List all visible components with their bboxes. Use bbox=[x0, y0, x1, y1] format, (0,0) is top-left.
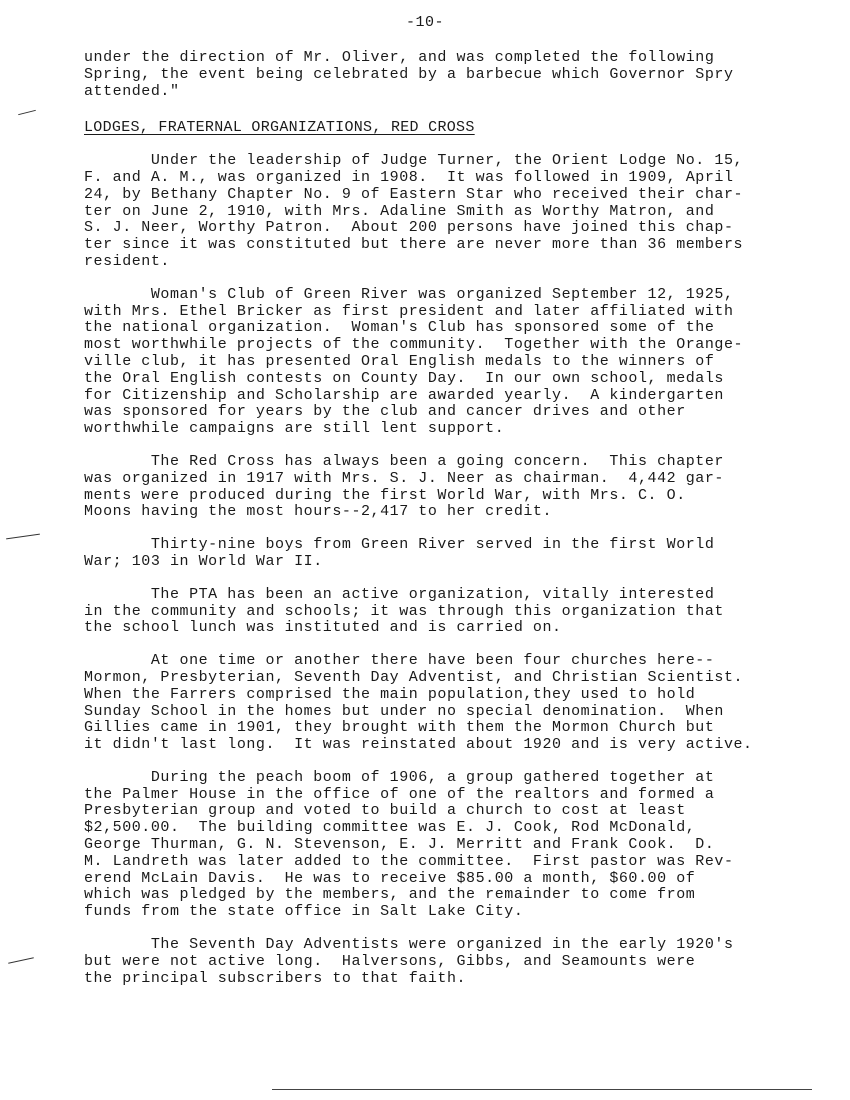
text-line: Moons having the most hours--2,417 to her credit. bbox=[84, 503, 553, 521]
margin-mark bbox=[8, 957, 34, 963]
text-line: George Thurman, G. N. Stevenson, E. J. Merritt and Frank Cook. D. bbox=[84, 836, 715, 854]
text-line: the school lunch was instituted and is carried on. bbox=[84, 619, 562, 637]
text-line: Mormon, Presbyterian, Seventh Day Adventist, and Christian Scientist. bbox=[84, 668, 744, 686]
text-line: worthwhile campaigns are still lent support. bbox=[84, 420, 505, 438]
paragraph bbox=[84, 287, 804, 438]
paragraph bbox=[84, 454, 804, 521]
text-line: with Mrs. Ethel Bricker as first president and later affiliated with bbox=[84, 302, 734, 320]
text-line: The Seventh Day Adventists were organized in the early 1920's bbox=[84, 936, 734, 954]
text-line: was sponsored for years by the club and cancer drives and other bbox=[84, 403, 686, 421]
text-line: ter since it was constituted but there are never more than 36 members bbox=[84, 236, 744, 254]
text-line: in the community and schools; it was through this organization that bbox=[84, 602, 724, 620]
text-line: attended." bbox=[84, 82, 180, 100]
text-line: When the Farrers comprised the main population,they used to hold bbox=[84, 685, 696, 703]
text-line: War; 103 in World War II. bbox=[84, 552, 323, 570]
text-line: The PTA has been an active organization, vitally interested bbox=[84, 585, 715, 603]
text-line: for Citizenship and Scholarship are awarded yearly. A kindergarten bbox=[84, 386, 724, 404]
text-line: Sunday School in the homes but under no special denomination. When bbox=[84, 702, 724, 720]
text-line: F. and A. M., was organized in 1908. It was followed in 1909, April bbox=[84, 168, 734, 186]
section-heading: LODGES, FRATERNAL ORGANIZATIONS, RED CROSS bbox=[84, 119, 475, 137]
document-body bbox=[84, 50, 804, 987]
text-line: M. Landreth was later added to the committee. First pastor was Rev- bbox=[84, 852, 734, 870]
text-line: the national organization. Woman's Club has sponsored some of the bbox=[84, 319, 715, 337]
text-line: Spring, the event being celebrated by a barbecue which Governor Spry bbox=[84, 65, 734, 83]
paragraph bbox=[84, 587, 804, 637]
text-line: Presbyterian group and voted to build a church to cost at least bbox=[84, 802, 686, 820]
text-line: was organized in 1917 with Mrs. S. J. Neer as chairman. 4,442 gar- bbox=[84, 469, 724, 487]
text-line: S. J. Neer, Worthy Patron. About 200 persons have joined this chap- bbox=[84, 219, 734, 237]
paragraph bbox=[84, 937, 804, 987]
text-line: the Palmer House in the office of one of the realtors and formed a bbox=[84, 785, 715, 803]
footer-rule bbox=[272, 1089, 812, 1090]
margin-mark bbox=[6, 534, 40, 540]
text-line: which was pledged by the members, and the remainder to come from bbox=[84, 886, 696, 904]
text-line: resident. bbox=[84, 252, 170, 270]
text-line: Woman's Club of Green River was organized September 12, 1925, bbox=[84, 285, 734, 303]
margin-mark bbox=[18, 110, 36, 115]
text-line: ter on June 2, 1910, with Mrs. Adaline Smith as Worthy Matron, and bbox=[84, 202, 715, 220]
intro-paragraph bbox=[84, 50, 804, 100]
text-line: ville club, it has presented Oral English medals to the winners of bbox=[84, 352, 715, 370]
text-line: funds from the state office in Salt Lake City. bbox=[84, 903, 524, 921]
text-line: During the peach boom of 1906, a group gathered together at bbox=[84, 768, 715, 786]
page-number: -10- bbox=[405, 14, 444, 31]
text-line: Under the leadership of Judge Turner, the Orient Lodge No. 15, bbox=[84, 152, 744, 170]
text-line: Gillies came in 1901, they brought with them the Mormon Church but bbox=[84, 719, 715, 737]
text-line: erend McLain Davis. He was to receive $85.00 a month, $60.00 of bbox=[84, 869, 696, 887]
paragraph bbox=[84, 153, 804, 271]
text-line: The Red Cross has always been a going concern. This chapter bbox=[84, 452, 724, 470]
text-line: $2,500.00. The building committee was E. J. Cook, Rod McDonald, bbox=[84, 819, 696, 837]
paragraph bbox=[84, 653, 804, 754]
text-line: under the direction of Mr. Oliver, and was completed the following bbox=[84, 49, 715, 66]
text-line: ments were produced during the first World War, with Mrs. C. O. bbox=[84, 486, 686, 504]
paragraph bbox=[84, 537, 804, 571]
text-line: Thirty-nine boys from Green River served in the first World bbox=[84, 536, 715, 554]
paragraph bbox=[84, 770, 804, 921]
text-line: 24, by Bethany Chapter No. 9 of Eastern Star who received their char- bbox=[84, 185, 744, 203]
text-line: it didn't last long. It was reinstated about 1920 and is very active. bbox=[84, 736, 753, 754]
text-line: the Oral English contests on County Day. In our own school, medals bbox=[84, 369, 724, 387]
text-line: most worthwhile projects of the community. Together with the Orange- bbox=[84, 336, 744, 354]
text-line: but were not active long. Halversons, Gibbs, and Seamounts were bbox=[84, 952, 696, 970]
text-line: the principal subscribers to that faith. bbox=[84, 969, 467, 987]
text-line: At one time or another there have been four churches here-- bbox=[84, 652, 715, 670]
section-paragraphs bbox=[84, 153, 804, 987]
